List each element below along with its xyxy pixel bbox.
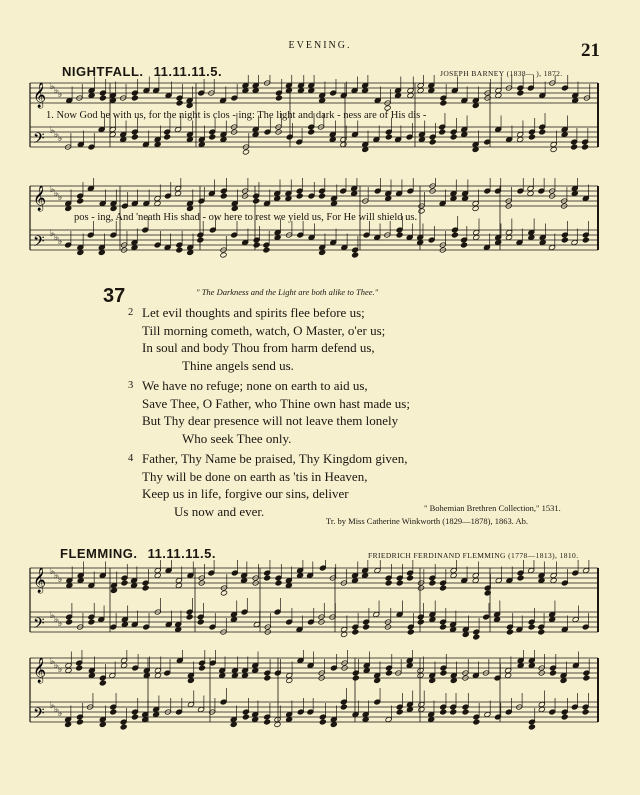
note-head xyxy=(396,709,403,715)
note-head xyxy=(154,201,161,207)
note-head xyxy=(99,722,106,728)
note-head xyxy=(186,103,193,109)
note-head xyxy=(252,88,259,94)
note-head xyxy=(362,88,369,94)
note-head xyxy=(506,629,513,635)
note-head xyxy=(77,578,84,584)
verse-line: Father, Thy Name be praised, Thy Kingdom given, xyxy=(142,451,408,466)
note-head xyxy=(285,196,292,202)
note-head xyxy=(363,668,370,674)
note-head xyxy=(285,583,292,589)
note-head xyxy=(154,573,161,579)
flat-icon: ♭ xyxy=(54,705,59,715)
note-head xyxy=(66,583,73,589)
note-head xyxy=(538,629,545,635)
note-head xyxy=(396,232,403,238)
note-head xyxy=(550,147,557,153)
flat-icon: ♭ xyxy=(50,185,55,195)
note-head xyxy=(538,707,545,713)
note-head xyxy=(462,196,469,202)
note-head xyxy=(252,132,259,138)
verse-line: Thine angels send us. xyxy=(182,357,294,373)
note-head xyxy=(275,580,282,586)
epigraph: " The Darkness and the Light are both alike to Thee." xyxy=(196,287,379,297)
note-head xyxy=(230,617,237,623)
verse-line: In soul and body Thou from harm defend us, xyxy=(142,340,375,355)
note-head xyxy=(374,678,381,684)
note-head xyxy=(297,88,304,94)
note-head xyxy=(394,93,401,99)
flat-icon: ♭ xyxy=(50,567,55,577)
note-head xyxy=(417,619,424,625)
bass-clef-icon: 𝄢 xyxy=(33,130,45,151)
note-head xyxy=(109,98,116,104)
note-head xyxy=(230,722,237,728)
note-head xyxy=(274,196,281,202)
note-head xyxy=(308,88,315,94)
music-system-2 xyxy=(0,178,640,273)
flat-icon: ♭ xyxy=(54,571,59,581)
note-head xyxy=(175,583,182,589)
note-head xyxy=(561,132,568,138)
note-head xyxy=(473,235,480,241)
note-head xyxy=(175,627,182,633)
note-head xyxy=(495,93,502,99)
note-head xyxy=(528,624,535,630)
note-head xyxy=(329,137,336,143)
note-head xyxy=(242,149,249,155)
note-head xyxy=(560,678,567,684)
note-head xyxy=(549,617,556,623)
note-head xyxy=(88,673,95,679)
note-head xyxy=(253,198,260,204)
note-head xyxy=(76,719,83,725)
note-head xyxy=(220,137,227,143)
note-head xyxy=(186,614,193,620)
tune-name-flemming xyxy=(60,546,216,561)
treble-clef-icon: 𝄞 xyxy=(33,568,47,593)
note-head xyxy=(131,134,138,140)
note-head xyxy=(495,240,502,246)
note-head xyxy=(121,622,128,628)
note-head xyxy=(319,98,326,104)
note-head xyxy=(176,100,183,106)
note-head xyxy=(528,724,535,730)
note-head xyxy=(561,237,568,243)
tune-meter: 11.11.11.5. xyxy=(147,546,216,561)
note-head xyxy=(363,624,370,630)
note-head xyxy=(406,663,413,669)
note-head xyxy=(274,235,281,241)
note-head xyxy=(308,129,315,135)
verse-number: 4 xyxy=(128,453,134,464)
note-head xyxy=(417,673,424,679)
note-head xyxy=(242,88,249,94)
note-head xyxy=(450,573,457,579)
note-head xyxy=(98,250,105,256)
flat-icon: ♭ xyxy=(58,575,63,585)
note-head xyxy=(472,147,479,153)
note-head xyxy=(131,95,138,101)
note-head xyxy=(186,206,193,212)
note-head xyxy=(187,678,194,684)
note-head xyxy=(340,142,347,148)
verse-4 xyxy=(128,450,407,520)
flat-icon: ♭ xyxy=(50,611,55,621)
note-head xyxy=(77,250,84,256)
note-head xyxy=(417,88,424,94)
page-number: 21 xyxy=(581,40,600,61)
note-head xyxy=(110,206,117,212)
verse-line: Keep us in life, forgive our sins, deliver xyxy=(142,486,349,501)
note-head xyxy=(418,137,425,143)
note-head xyxy=(286,717,293,723)
tune-title: NIGHTFALL. xyxy=(62,64,144,79)
verse-line: Us now and ever. xyxy=(174,503,265,519)
note-head xyxy=(352,629,359,635)
note-head xyxy=(65,668,72,674)
treble-clef-icon: 𝄞 xyxy=(33,186,47,211)
source-credit: " Bohemian Brethren Collection," 1531. xyxy=(424,503,561,513)
note-head xyxy=(66,619,73,625)
note-head xyxy=(286,678,293,684)
note-head xyxy=(120,724,127,730)
note-head xyxy=(209,134,216,140)
flat-icon: ♭ xyxy=(58,134,63,144)
note-head xyxy=(527,191,534,197)
note-head xyxy=(362,717,369,723)
note-head xyxy=(571,144,578,150)
verse-line: Thy will be done on earth as 'tis in Heaven, xyxy=(142,468,368,484)
hymn-number: 37 xyxy=(103,285,126,307)
music-system-4 xyxy=(0,650,640,742)
note-head xyxy=(88,619,95,625)
note-head xyxy=(385,134,392,140)
note-head xyxy=(131,245,138,251)
note-head xyxy=(473,719,480,725)
note-head xyxy=(539,240,546,246)
note-head xyxy=(274,722,281,728)
note-head xyxy=(418,707,425,713)
note-head xyxy=(219,673,226,679)
note-head xyxy=(538,578,545,584)
note-head xyxy=(451,232,458,238)
note-head xyxy=(231,206,238,212)
bass-clef-icon: 𝄢 xyxy=(33,615,45,636)
translator-credit: Tr. by Miss Catherine Winkworth (1829—1878), 1863. Ab. xyxy=(326,516,529,526)
flat-icon: ♭ xyxy=(50,126,55,136)
note-head xyxy=(264,575,271,581)
note-head xyxy=(528,134,535,140)
flat-icon: ♭ xyxy=(58,665,63,675)
note-head xyxy=(450,678,457,684)
music-system-1 xyxy=(0,75,640,170)
note-head xyxy=(154,673,161,679)
note-head xyxy=(241,673,248,679)
note-head xyxy=(351,578,358,584)
note-head xyxy=(142,585,149,591)
verse-line: Save Thee, O Father, who Thine own hast made us; xyxy=(142,395,410,411)
note-head xyxy=(473,634,480,640)
verse-2 xyxy=(128,304,385,374)
note-head xyxy=(252,717,259,723)
note-head xyxy=(450,709,457,715)
flat-icon: ♭ xyxy=(58,619,63,629)
note-head xyxy=(220,193,227,199)
note-head xyxy=(110,709,117,715)
note-head xyxy=(264,719,271,725)
note-head xyxy=(505,673,512,679)
note-head xyxy=(242,714,249,720)
note-head xyxy=(440,709,447,715)
verse-line: But Thy dear presence will not leave them lonely xyxy=(142,413,399,428)
note-head xyxy=(439,585,446,591)
flat-icon: ♭ xyxy=(54,189,59,199)
note-head xyxy=(362,147,369,153)
note-head xyxy=(352,675,359,681)
note-head xyxy=(429,678,436,684)
bass-clef-icon: 𝄢 xyxy=(33,233,45,254)
note-head xyxy=(528,663,535,669)
note-head xyxy=(571,191,578,197)
note-head xyxy=(407,93,414,99)
note-head xyxy=(121,580,128,586)
flat-icon: ♭ xyxy=(54,615,59,625)
note-head xyxy=(428,717,435,723)
lyrics-line-2: pos - ing, And 'neath His shad - ow here to rest we yield us, For He will shield us. xyxy=(74,212,418,223)
note-head xyxy=(582,709,589,715)
note-head xyxy=(528,235,535,241)
note-head xyxy=(462,632,469,638)
note-head xyxy=(187,250,194,256)
note-head xyxy=(429,139,436,145)
composer-credit: FRIEDRICH FERDINAND FLEMMING (1778—1813), 1810. xyxy=(368,551,579,560)
note-head xyxy=(263,247,270,253)
note-head xyxy=(176,247,183,253)
note-head xyxy=(517,663,524,669)
note-head xyxy=(330,722,337,728)
note-head xyxy=(506,235,513,241)
note-head xyxy=(285,88,292,94)
note-head xyxy=(220,252,227,258)
flat-icon: ♭ xyxy=(58,237,63,247)
flat-icon: ♭ xyxy=(50,657,55,667)
note-head xyxy=(253,242,260,248)
note-head xyxy=(352,252,359,258)
note-head xyxy=(198,665,205,671)
note-head xyxy=(143,673,150,679)
note-head xyxy=(583,675,590,681)
note-head xyxy=(517,90,524,96)
note-head xyxy=(65,722,72,728)
treble-clef-icon: 𝄞 xyxy=(33,658,47,683)
lyrics-line-1: 1. Now God be with us, for the night is clos - ing: The light and dark - ness are of His dis - xyxy=(46,110,427,121)
note-head xyxy=(351,191,358,197)
note-head xyxy=(450,627,457,633)
flat-icon: ♭ xyxy=(54,86,59,96)
note-head xyxy=(275,95,282,101)
note-head xyxy=(385,196,392,202)
note-head xyxy=(341,632,348,638)
note-head xyxy=(220,590,227,596)
note-head xyxy=(494,617,501,623)
note-head xyxy=(396,580,403,586)
flat-icon: ♭ xyxy=(58,90,63,100)
tune-meter: 11.11.11.5. xyxy=(153,64,223,79)
note-head xyxy=(231,673,238,679)
note-head xyxy=(462,709,469,715)
verse-3 xyxy=(128,377,410,447)
note-head xyxy=(99,95,106,101)
note-head xyxy=(319,719,326,725)
note-head xyxy=(539,129,546,135)
verse-number: 2 xyxy=(128,307,134,318)
note-head xyxy=(241,578,248,584)
note-head xyxy=(440,100,447,106)
note-head xyxy=(252,668,259,674)
note-head xyxy=(581,144,588,150)
note-head xyxy=(131,583,138,589)
note-head xyxy=(418,208,425,214)
treble-clef-icon: 𝄞 xyxy=(33,83,47,108)
note-head xyxy=(340,704,347,710)
note-head xyxy=(440,670,447,676)
note-head xyxy=(572,98,579,104)
note-head xyxy=(319,250,326,256)
note-head xyxy=(153,712,160,718)
running-head: EVENING. xyxy=(288,40,352,51)
verse-line: Who seek Thee only. xyxy=(182,430,292,446)
note-head xyxy=(460,242,467,248)
note-head xyxy=(120,137,127,143)
note-head xyxy=(407,575,414,581)
note-head xyxy=(472,103,479,109)
note-head xyxy=(131,714,138,720)
verse-line: Till morning cometh, watch, O Master, o'er us; xyxy=(142,322,386,338)
note-head xyxy=(428,88,435,94)
note-head xyxy=(154,142,161,148)
flat-icon: ♭ xyxy=(54,661,59,671)
note-head xyxy=(110,588,117,594)
verse-line: We have no refuge; none on earth to aid us, xyxy=(142,378,368,393)
note-head xyxy=(561,714,568,720)
note-head xyxy=(439,624,446,630)
note-head xyxy=(362,573,369,579)
note-head xyxy=(264,675,271,681)
note-head xyxy=(198,142,205,148)
note-head xyxy=(121,663,128,669)
note-head xyxy=(330,201,337,207)
note-head xyxy=(472,206,479,212)
note-head xyxy=(406,707,413,713)
note-head xyxy=(439,129,446,135)
note-head xyxy=(318,193,325,199)
tune-title: FLEMMING. xyxy=(60,546,138,561)
note-head xyxy=(450,196,457,202)
verse-number: 3 xyxy=(128,380,134,391)
note-head xyxy=(385,670,392,676)
note-head xyxy=(582,237,589,243)
verse-line: Let evil thoughts and spirits flee before us; xyxy=(142,305,365,320)
note-head xyxy=(88,93,95,99)
note-head xyxy=(296,193,303,199)
flat-icon: ♭ xyxy=(54,233,59,243)
note-head xyxy=(297,573,304,579)
note-head xyxy=(164,134,171,140)
flat-icon: ♭ xyxy=(50,82,55,92)
note-head xyxy=(76,665,83,671)
note-head xyxy=(429,617,436,623)
note-head xyxy=(461,132,468,138)
note-head xyxy=(197,619,204,625)
composer-credit: JOSEPH BARNEY (1838— ), 1872. xyxy=(440,69,563,78)
flat-icon: ♭ xyxy=(58,193,63,203)
note-head xyxy=(77,198,84,204)
note-head xyxy=(472,578,479,584)
note-head xyxy=(517,137,524,143)
note-head xyxy=(99,680,106,686)
flat-icon: ♭ xyxy=(50,229,55,239)
note-head xyxy=(450,134,457,140)
note-head xyxy=(385,580,392,586)
note-head xyxy=(550,578,557,584)
flat-icon: ♭ xyxy=(58,709,63,719)
flat-icon: ♭ xyxy=(54,130,59,140)
music-system-3 xyxy=(0,560,640,652)
note-head xyxy=(65,206,72,212)
note-head xyxy=(174,191,181,197)
note-head xyxy=(549,670,556,676)
note-head xyxy=(517,575,524,581)
flat-icon: ♭ xyxy=(50,701,55,711)
note-head xyxy=(186,137,193,143)
note-head xyxy=(429,580,436,586)
bass-clef-icon: 𝄢 xyxy=(33,705,45,726)
note-head xyxy=(407,629,414,635)
